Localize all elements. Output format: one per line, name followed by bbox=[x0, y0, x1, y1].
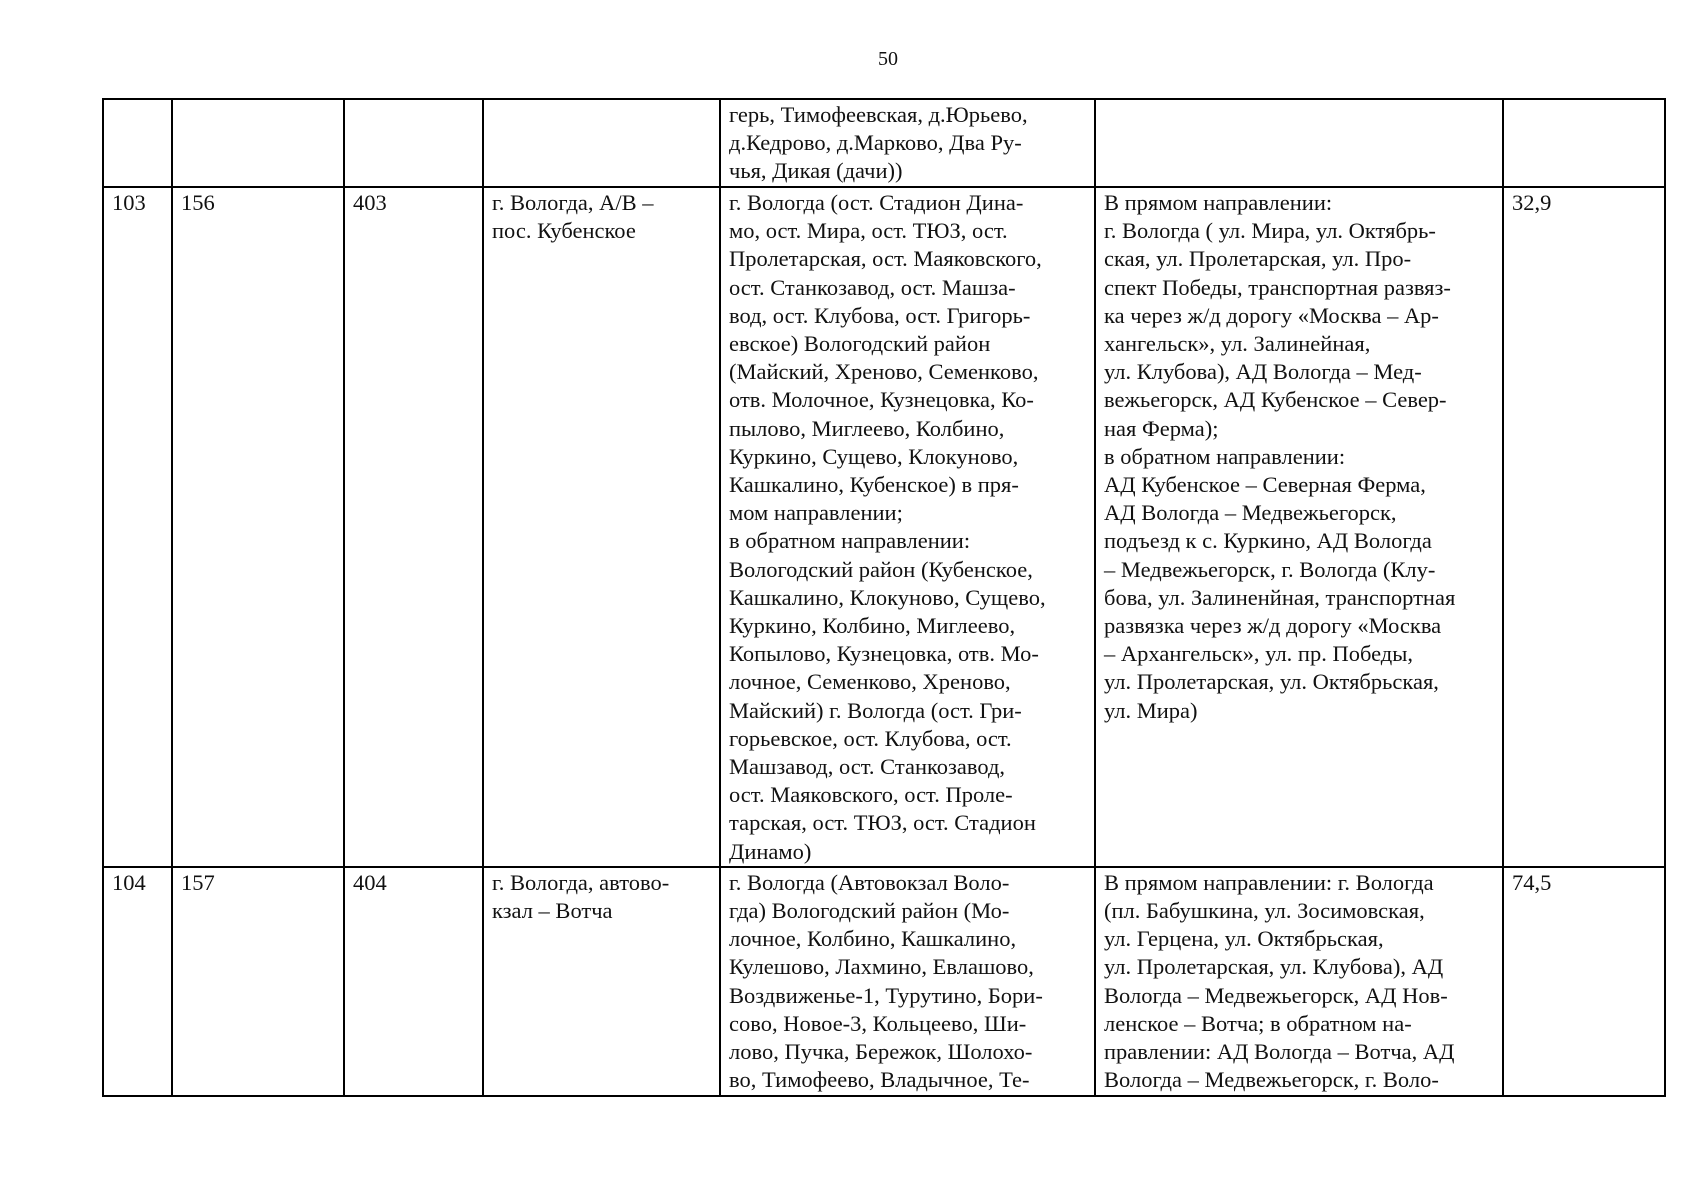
page-number: 50 bbox=[878, 48, 898, 70]
route-name-cell: г. Вологда, автово- кзал – Вотча bbox=[483, 867, 720, 1096]
registry-number-cell: 156 bbox=[172, 187, 344, 867]
streets-cell: В прямом направлении: г. Вологда (пл. Бабушкина, ул. Зосимовская, ул. Герцена, ул. Октябрьская, ул. Пролетарская, ул. Клубова), АД Вологда – Медвежьегорск, АД Нов- ленское – Вотча; в обратном на- правлении: АД Вологда – Вотча, АД Вологда – Медвежьегорск, г. Воло- bbox=[1095, 867, 1503, 1096]
registry-number-cell: 157 bbox=[172, 867, 344, 1096]
streets-cell bbox=[1095, 99, 1503, 187]
stops-cell: г. Вологда (ост. Стадион Дина- мо, ост. Мира, ост. ТЮЗ, ост. Пролетарская, ост. Маяковского, ост. Станкозавод, ост. Машза- вод, ост. Клубова, ост. Григорь- евское) Вологодский район (Майский, Хреново, Семенково, отв. Молочное, Кузнецовка, Ко- пылово, Миглеево, Колбино, Куркино, Сущево, Клокуново, Кашкалино, Кубенское) в пря- мом направлении; в обратном направлении: Вологодский район (Кубенское, Кашкалино, Клокуново, Сущево, Куркино, Колбино, Миглеево, Копылово, Кузнецовка, отв. Мо- лочное, Семенково, Хреново, Майский) г. Вологда (ост. Гри- горьевское, ост. Клубова, ост. Машзавод, ост. Станкозавод, ост. Маяковского, ост. Проле- тарская, ост. ТЮЗ, ост. Стадион Динамо) bbox=[720, 187, 1095, 867]
route-number-cell bbox=[103, 99, 172, 187]
streets-cell: В прямом направлении: г. Вологда ( ул. Мира, ул. Октябрь- ская, ул. Пролетарская, ул. Про- спект Победы, транспортная развяз- ка через ж/д дорогу «Москва – Ар- хангельск», ул. Залинейная, ул. Клубова), АД Вологда – Мед- вежьегорск, АД Кубенское – Север- ная Ферма); в обратном направлении: АД Кубенское – Северная Ферма, АД Вологда – Медвежьегорск, подъезд к с. Куркино, АД Вологда – Медвежьегорск, г. Вологда (Клу- бова, ул. Залиненйная, транспортная развязка через ж/д дорогу «Москва – Архангельск», ул. пр. Победы, ул. Пролетарская, ул. Октябрьская, ул. Мира) bbox=[1095, 187, 1503, 867]
length-cell: 32,9 bbox=[1503, 187, 1665, 867]
length-cell bbox=[1503, 99, 1665, 187]
stops-cell: г. Вологда (Автовокзал Воло- гда) Вологодский район (Мо- лочное, Колбино, Кашкалино, Кулешово, Лахмино, Евлашово, Воздвиженье-1, Турутино, Бори- сово, Новое-3, Кольцеево, Ши- лово, Пучка, Бережок, Шолохо- во, Тимофеево, Владычное, Те- bbox=[720, 867, 1095, 1096]
route-name-cell: г. Вологда, А/В – пос. Кубенское bbox=[483, 187, 720, 867]
routes-table bbox=[102, 98, 1666, 1097]
route-number-cell: 104 bbox=[103, 867, 172, 1096]
table-row bbox=[103, 99, 1665, 187]
table-row bbox=[103, 187, 1665, 867]
route-code-cell bbox=[344, 99, 483, 187]
registry-number-cell bbox=[172, 99, 344, 187]
route-number-cell: 103 bbox=[103, 187, 172, 867]
table-row bbox=[103, 867, 1665, 1096]
route-code-cell: 403 bbox=[344, 187, 483, 867]
length-cell: 74,5 bbox=[1503, 867, 1665, 1096]
route-name-cell bbox=[483, 99, 720, 187]
stops-cell: герь, Тимофеевская, д.Юрьево, д.Кедрово, д.Марково, Два Ру- чья, Дикая (дачи)) bbox=[720, 99, 1095, 187]
route-code-cell: 404 bbox=[344, 867, 483, 1096]
